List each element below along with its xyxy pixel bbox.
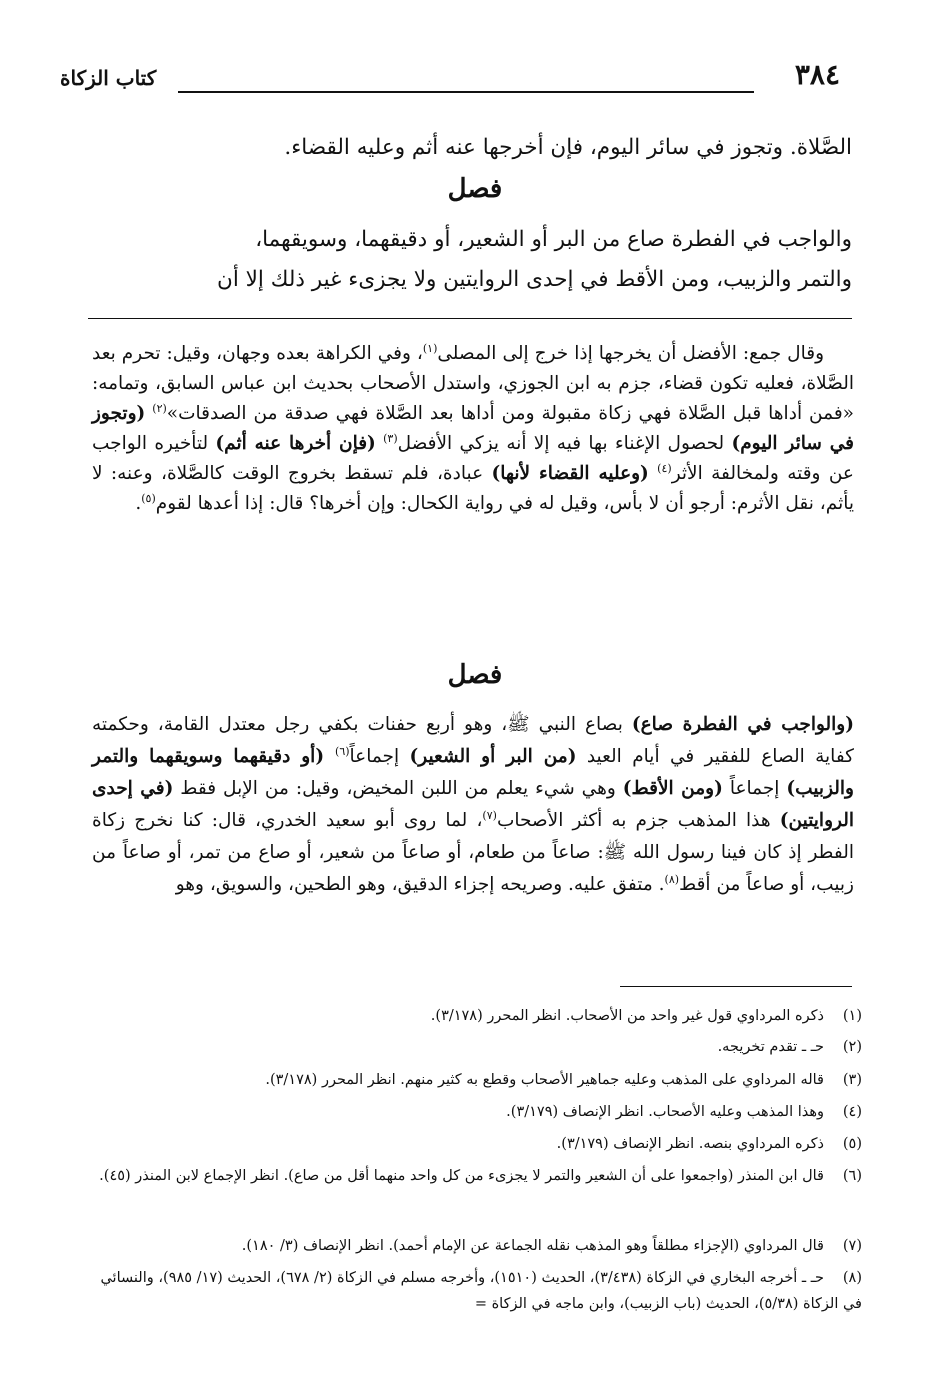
footnote: (٢)حـ ـ تقدم تخريجه. xyxy=(717,1039,862,1055)
section-heading: فصل xyxy=(447,660,503,690)
main-text-line: الصَّلاة. وتجوز في سائر اليوم، فإن أخرجها عنه أثم وعليه القضاء. xyxy=(284,135,852,160)
book-title: كتاب الزكاة xyxy=(60,66,157,90)
page-number: ٣٨٤ xyxy=(794,58,840,91)
section-heading: فصل xyxy=(447,174,503,204)
commentary-paragraph: وقال جمع: الأفضل أن يخرجها إذا خرج إلى المصلى$^{(١)}$، وفي الكراهة بعده وجهان، وقيل: تحرم بعد الصَّلاة، فعليه تكون قضاء، جزم به ابن الجوزي، واستدل الأصحاب بحديث ابن عباس السابق، وتمامه: «فمن أداها قبل الصَّلاة فهي زكاة مقبولة ومن أداها بعد الصَّلاة فهي صدقة من الصدقات»$^{(٢)}$ (وتجوز في سائر اليوم) لحصول الإغناء بها فيه إلا أنه يزكي الأفضل$^{(٣)}$ (فإن أخرها عنه أثم) لتأخيره الواجب عن وقته ولمخالفة الأثر$^{(٤)}$ (وعليه القضاء لأنها) عبادة، فلم تسقط بخروج الوقت كالصَّلاة، وعنه: لا يأثم، نقل الأثرم: أرجو أن لا بأس، وقيل له في رواية الكحال: وإن أخرها؟ قال: إذا أعدها لقوم$^{(٥)}$. xyxy=(92,341,854,514)
footnote: (٦)قال ابن المنذر (واجمعوا على أن الشعير والتمر لا يجزىء من كل واحد منهما أقل من صاع). انظر الإجماع لابن المنذر (٤٥). xyxy=(99,1168,862,1184)
footnote: (١)ذكره المرداوي قول غير واحد من الأصحاب. انظر المحرر (٣/١٧٨). xyxy=(430,1008,862,1024)
footnote: (٣)قاله المرداوي على المذهب وعليه جماهير الأصحاب وقطع به كثير منهم. انظر المحرر (٣/١٧٨). xyxy=(265,1072,862,1088)
footnote-divider xyxy=(620,986,852,987)
commentary-paragraph: (والواجب في الفطرة صاع) بصاع النبي ﷺ، وهو أربع حفنات بكفي رجل معتدل القامة، وحكمته كفاية الصاع للفقير في أيام العيد (من البر أو الشعير) إجماعاً$^{(٦)}$ (أو دقيقهما وسويقهما والتمر والزبيب) إجماعاً (ومن الأقط) وهي شيء يعلم من اللبن المخيض، وقيل: من الإبل فقط (في إحدى الروايتين) هذا المذهب جزم به أكثر الأصحاب$^{(٧)}$، لما روى أبو سعيد الخدري، قال: كنا نخرج زكاة الفطر إذ كان فينا رسول الله ﷺ: صاعاً من طعام، أو صاعاً من شعير، أو صاع من تمر، أو صاعاً من زبيب، أو صاعاً من أقط$^{(٨)}$. متفق عليه. وصريحه إجزاء الدقيق، وهو الطحين، والسويق، وهو xyxy=(92,714,854,895)
main-text-line: والواجب في الفطرة صاع من البر أو الشعير، أو دقيقهما، وسويقهما، xyxy=(255,227,852,252)
footnote: (٨)حـ ـ أخرجه البخاري في الزكاة (٣/٤٣٨)، الحديث (١٥١٠)، وأخرجه مسلم في الزكاة (٢/ ٦٧٨)، الحديث (١٧/ ٩٨٥)، والنسائي في الزكاة (٥/٣٨)، الحديث (باب الزبيب)، وابن ماجه في الزكاة = xyxy=(100,1270,862,1312)
running-header xyxy=(60,58,840,98)
footnote: (٤)وهذا المذهب وعليه الأصحاب. انظر الإنصاف (٣/١٧٩). xyxy=(506,1104,862,1120)
main-commentary-divider xyxy=(88,318,852,319)
main-text-line: والتمر والزبيب، ومن الأقط في إحدى الروايتين ولا يجزىء غير ذلك إلا أن xyxy=(217,267,852,292)
header-rule xyxy=(178,91,754,93)
footnote: (٧)قال المرداوي (الإجزاء مطلقاً وهو المذهب نقله الجماعة عن الإمام أحمد). انظر الإنصاف (٣/ ١٨٠). xyxy=(241,1238,862,1254)
footnote: (٥)ذكره المرداوي بنصه. انظر الإنصاف (٣/١٧٩). xyxy=(556,1136,862,1152)
